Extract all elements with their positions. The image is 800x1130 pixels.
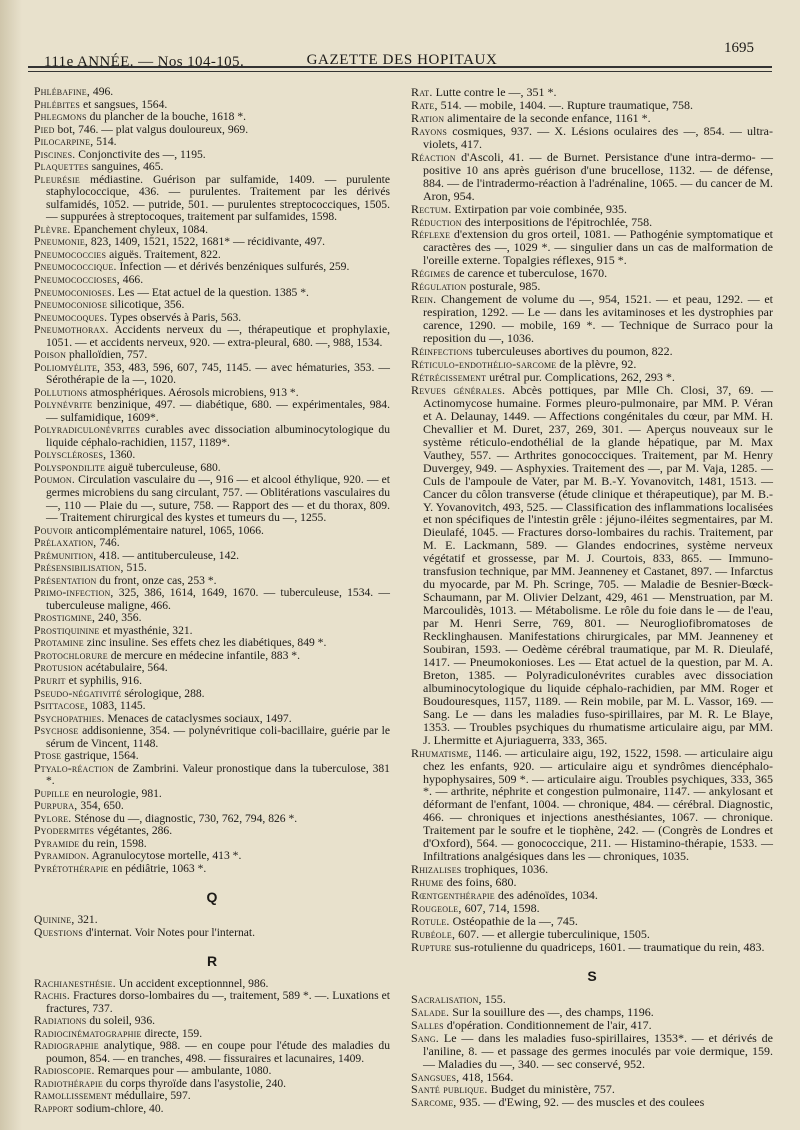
entry-text: analytique, 988. — en coupe pour l'étude des maladies du poumon, 854. — en tranches, 498. — fissuraires et lacunaires, 1409. — [46, 1039, 390, 1065]
entry-keyword: Réinfections — [411, 344, 473, 359]
entry-keyword: Radiations — [34, 1014, 87, 1028]
entry-keyword: Polynévrite — [34, 398, 93, 412]
entry-keyword: Radioscopie. — [34, 1064, 95, 1078]
entry-text: Remarques pour — ambulante, 1080. — [97, 1064, 272, 1078]
index-entry — [411, 1096, 773, 1109]
entry-keyword: Pupille — [34, 786, 70, 800]
entry-text: végétantes, 286. — [97, 824, 173, 838]
entry-text: Abcès pottiques, par Mlle Ch. Closi, 37, 69. — Actinomycose humaine. Formes pleuro-pulmonaire, par MM. P. Véran et A. Delaunay, 1449. — Affections congénitales du cœur, par MM. H. Chevallier et M. Duret, 237, 269, 301. — Aperçus nouveaux sur le système réticulo-endothélial de la glande hépatique, par M. Max Vauthey, 557. — Arthrites gonococciques. Traitement, par M. Henry Duvergey, 949. — Asphyxies. Traitement des —, par M. Vaja, 1285. — Culs de l'ampoule de Vater, par M. B.-Y. Yovanovitch, 1481, 1513. — Cancer du côlon transverse (étude clinique et thérapeutique), par M. B.-Y. Yovanovitch, 493, 525. — Classification des inflammations localisées et non spécifiques de l'intestin grêle : jéjuno-iléites segmentaires, par M. Dieulafé, 1045. — Fractures dorso-lombaires du rachis. Traitement, par M. E. Lackmann, 589. — Glandes endocrines, système nerveux végétatif et grossesse, par M. J. Courtois, 833, 865. — Immuno-transfusion technique, par MM. Jeanneney et Castanet, 897. — Infarctus du myocarde, par M. Ph. Scringe, 705. — Maladie de Besnier-Bœck-Schaumann, par M. Olivier Delzant, 429, 461 — Menstruation, par M. Marcoulidès, 1013. — Métabolisme. Le rôle du foie dans le — de l'eau, par M. Henri Serre, 769, 801. — Neurogliofibromatoses de Recklinghausen. Manifestations chirurgicales, par MM. Jeanneney et Soubiran, 1593. — Oedème cérébral traumatique, par M. R. Dieulafé, 1417. — Pneumokonioses. Les — Etat actuel de la question, par M. A. Breton, 1385. — Polyradiculonévrites curables avec dissociation albuminocytologique du liquide céphalo-rachidien, par MM. Roger et Boudouresques, 1157, 1189. — Rein mobile, par M. L. Vassor, 169. — Sang. Le — dans les maladies fuso-spirillaires, par M. R. Le Blaye, 1353. — Troubles psychiques du rhumatisme articulaire aigu, par MM. J. Lhermitte et Ajuriaguerra, 333, 365. — [423, 382, 773, 747]
entry-keyword: Rat. — [411, 85, 433, 99]
index-entry — [34, 927, 390, 940]
entry-text: médiastine. Guérison par sulfamide, 1409. — purulente staphylococcique, 436. — purulentes. Traitement par les dérivés sulfamidés, 1052. — putride, 501. — purulentes streptococciques, 1505. — suppurées à streptocoques, traitement par sulfamides, 1598. — [46, 172, 390, 224]
entry-text: sérologique, 288. — [124, 686, 205, 700]
entry-text: 515. — [126, 561, 147, 575]
index-entry — [34, 399, 390, 424]
entry-keyword: Piscines. — [34, 147, 76, 161]
entry-keyword: Présentation — [34, 573, 97, 587]
entry-keyword: Pied — [34, 122, 55, 136]
entry-keyword: Purpura, — [34, 799, 78, 813]
entry-keyword: Ptose — [34, 749, 62, 763]
entry-keyword: Quinine, — [34, 913, 75, 926]
entry-text: cosmiques, 937. — X. Lésions oculaires des —, 854. — ultra-violets, 417. — [423, 123, 774, 151]
entry-text: Types observés à Paris, 563. — [110, 310, 242, 324]
index-entry — [411, 1032, 773, 1071]
entry-text: Fractures dorso-lombaires du —, traitement, 589 *. —. Luxations et fractures, 737. — [46, 989, 390, 1015]
entry-keyword: Sangsues, — [411, 1069, 460, 1084]
entry-keyword: Pyramidon. — [34, 849, 90, 863]
entry-text: médullaire, 597. — [115, 1089, 191, 1103]
entry-text: Le — dans les maladies fuso-spirillaires, 1353*. — et dérivés de l'aniline, 8. — et passage des germes inoculés par voie dermique, 159. — Maladies du —, 340. — sec conservé, 952. — [423, 1030, 773, 1071]
journal-title: GAZETTE DES HOPITAUX — [306, 52, 498, 68]
entry-text: trophiques, 1036. — [464, 862, 549, 877]
entry-text: Sténose du —, diagnostic, 730, 762, 794, 826 *. — [74, 811, 298, 825]
entry-keyword: Rate, — [411, 97, 438, 112]
index-entry — [34, 587, 390, 612]
entry-text: du plancher de la bouche, 1618 *. — [89, 110, 247, 124]
entry-text: 496. — [92, 85, 114, 98]
page-number: 1695 — [724, 40, 754, 56]
index-entry — [34, 474, 390, 524]
index-entry — [411, 384, 773, 747]
entry-text: du rein, 1598. — [82, 836, 147, 850]
entry-text: de mercure en médecine infantile, 883 *. — [110, 648, 300, 662]
entry-text: Conjonctivite des —, 1195. — [78, 147, 206, 161]
entry-keyword: Pneumothorax. — [34, 323, 109, 337]
entry-text: Extirpation par voie combinée, 935. — [454, 201, 628, 216]
entry-keyword: Protochlorure — [34, 648, 108, 662]
entry-keyword: Phlegmons — [34, 110, 87, 124]
entry-text: d'extension du gros orteil, 1081. — Pathogénie symptomatique et caractères des —, 1029 *. — singulier dans un cas de malformation de l'oreille externe. Topalgies réflexes, 915 *. — [423, 227, 773, 268]
entry-text: atmosphériques. Aérosols microbiens, 913 *. — [90, 385, 299, 399]
entry-keyword: Pleurésie — [34, 172, 81, 186]
entry-keyword: Salade. — [411, 1004, 450, 1019]
index-entry — [411, 941, 773, 954]
entry-text: 240, 356. — [98, 611, 142, 625]
entry-keyword: Poumon. — [34, 473, 75, 487]
entry-text: et syphilis, 916. — [68, 673, 142, 687]
entry-keyword: Pneumococcioses, — [34, 272, 120, 286]
entry-text: posturale, 985. — [469, 279, 541, 294]
entry-keyword: Pilocarpine, — [34, 135, 94, 149]
index-entry — [411, 125, 773, 151]
entry-keyword: Salles — [411, 1017, 444, 1032]
entry-keyword: Pneumococcies — [34, 247, 107, 261]
entry-text: et sangsues, 1564. — [82, 97, 168, 111]
header-rule-thick — [28, 66, 772, 68]
entry-keyword: Pollutions — [34, 385, 88, 399]
entry-text: silicotique, 356. — [109, 298, 185, 312]
entry-text: des adénoïdes, 1034. — [497, 888, 598, 903]
entry-keyword: Prurit — [34, 673, 66, 687]
entry-text: d'Ascoli, 41. — de Burnet. Persistance d'une intra-dermo- — positive 10 ans après guérison d'une brucellose, 1132. — de défense, 884. — de l'intradermo-réaction à l'adrénaline, 1065. — du cancer de M. Aron, 954. — [423, 149, 774, 203]
entry-text: tuberculeuses abortives du poumon, 822. — [475, 344, 673, 359]
entry-keyword: Pneumoconioses. — [34, 285, 115, 299]
entry-text: 514. — mobile, 1404. —. Rupture traumatique, 758. — [440, 97, 693, 112]
entry-text: 746. — [99, 536, 120, 550]
entry-keyword: Poliomyélite, — [34, 360, 101, 374]
entry-text: acétabulaire, 564. — [85, 661, 168, 675]
entry-keyword: Rayons — [411, 123, 448, 138]
entry-text: 325, 386, 1614, 1649, 1670. — tuberculeuse, 1534. — tuberculeuse maligne, 466. — [46, 586, 391, 612]
entry-text: addisonienne, 354. — polynévritique coli-bacillaire, guérie par le sérum de Vincent, 1148. — [46, 724, 390, 750]
entry-keyword: Rétrécissement — [411, 369, 487, 384]
entry-text: en pédiâtrie, 1063 *. — [111, 861, 207, 875]
index-column-right — [411, 86, 773, 1116]
entry-keyword: Ptyalo-réaction — [34, 761, 114, 775]
entry-text: 1083, 1145. — [90, 699, 146, 713]
section-letter: S — [587, 967, 597, 984]
entry-text: phalloïdien, 757. — [69, 348, 148, 362]
entry-keyword: Rotule. — [411, 914, 450, 928]
entry-text: bot, 746. — plat valgus douloureux, 969. — [57, 122, 249, 136]
entry-keyword: Réaction — [411, 149, 456, 164]
entry-keyword: Phlébafine, — [34, 85, 90, 98]
entry-text: aiguës. Traitement, 822. — [109, 247, 221, 261]
entry-keyword: Réticulo-endothélio-sarcome — [411, 357, 557, 372]
entry-keyword: Réflexe — [411, 227, 451, 242]
entry-text: de la plèvre, 92. — [559, 357, 637, 372]
entry-keyword: Rubéole, — [411, 926, 456, 941]
entry-text: de carence et tuberculose, 1670. — [453, 266, 608, 281]
entry-text: Circulation vasculaire du —, 916 — et alcool éthylique, 920. — et germes microbiens du sang circulant, 757. — Oblitérations vasculaires du —, 110 — Plaie du —, suture, 758. — Rapport des — et du thorax, 809. — Traitement chirurgical des kystes et tumeurs du —, 1255. — [46, 473, 390, 525]
entry-keyword: Pseudo-négativité — [34, 686, 122, 700]
entry-keyword: Pneumoconiose — [34, 298, 108, 312]
entry-text: 321. — [77, 913, 98, 926]
index-entry — [34, 174, 390, 224]
entry-text: 514. — [96, 135, 117, 149]
entry-text: 353, 483, 596, 607, 745, 1145. — avec hématuries, 353. — Sérothérapie de la —, 1020. — [46, 360, 390, 387]
entry-keyword: Plèvre. — [34, 222, 71, 236]
entry-text: d'opération. Conditionnement de l'air, 417. — [446, 1017, 652, 1032]
entry-keyword: Réduction — [411, 214, 462, 229]
index-entry — [411, 293, 773, 345]
entry-text: anticomplémentaire naturel, 1065, 1066. — [75, 523, 264, 537]
entry-text: sodium-chlore, 40. — [76, 1101, 164, 1115]
entry-text: Agranulocytose mortelle, 413 *. — [91, 849, 242, 863]
entry-keyword: Ramollissement — [34, 1089, 113, 1103]
entry-keyword: Rapport — [34, 1101, 74, 1115]
entry-keyword: Rachis. — [34, 989, 71, 1003]
page-fold-shadow — [0, 0, 22, 1130]
entry-keyword: Pouvoir — [34, 523, 73, 537]
entry-keyword: Protusion — [34, 661, 83, 675]
entry-keyword: Rachianesthésie. — [34, 976, 116, 990]
entry-keyword: Psychopathies. — [34, 711, 105, 725]
entry-text: 1146. — articulaire aigu, 192, 1522, 1598. — articulaire aigu chez les enfants, 920. — articulaire aigu et syndrômes diencéphalo-hypophysaires, 509 *. — articulaire aigu. Troubles psychiques, 333, 365 *. — arthrite, néphrite et congestion pulmonaire, 1147. — ankylosant et déformant de l'enfant, 1004. — chronique, 484. — cérébral. Diagnostic, 466. — chroniques et injections anesthésiantes, 1067. — chronique. Traitement par le soufre et le tiophène, 242. — (Congrès de Londres et d'Oxford), 564. — gonococcique, 211. — Histamino-thérapie, 1533. — Infiltrations analgésiques dans les — chroniques, 1035. — [423, 745, 774, 864]
entry-text: 935. — d'Ewing, 92. — des muscles et des coulees — [459, 1095, 705, 1110]
index-entry — [34, 424, 390, 449]
entry-keyword: Rectum. — [411, 201, 452, 216]
entry-text: de Zambrini. Valeur pronostique dans la tuberculose, 381 *. — [46, 761, 390, 788]
entry-keyword: Pneumocoques. — [34, 310, 108, 324]
index-entry — [411, 151, 773, 203]
entry-text: Lutte contre le —, 351 *. — [435, 85, 557, 99]
entry-keyword: Régimes — [411, 266, 451, 281]
index-entry — [34, 725, 390, 750]
index-entry — [34, 990, 390, 1015]
entry-text: urétral pur. Complications, 262, 293 *. — [489, 369, 675, 384]
entry-keyword: Rupture — [411, 939, 452, 954]
entry-text: du front, onze cas, 253 *. — [99, 573, 217, 587]
entry-keyword: Rein. — [411, 292, 437, 307]
entry-keyword: Prélaxation, — [34, 536, 97, 550]
index-entry — [411, 747, 773, 864]
index-column-left — [34, 86, 390, 1116]
entry-text: en neurologie, 981. — [72, 786, 162, 800]
entry-text: directe, 159. — [144, 1026, 203, 1040]
entry-keyword: Pyramide — [34, 836, 80, 850]
entry-text: du corps thyroïde dans l'asystolie, 240. — [105, 1076, 287, 1090]
entry-keyword: Primo-infection, — [34, 586, 114, 600]
entry-keyword: Rhumatisme, — [411, 745, 472, 760]
entry-keyword: Prostiquinine — [34, 623, 100, 637]
entry-text: gastrique, 1564. — [64, 749, 139, 763]
entry-text: 1360. — [109, 448, 136, 462]
entry-text: Sur la souillure des —, des champs, 1196. — [452, 1004, 654, 1019]
entry-text: du soleil, 936. — [89, 1014, 156, 1028]
entry-keyword: Pyrétothérapie — [34, 861, 109, 875]
entry-keyword: Santé publique. — [411, 1082, 488, 1097]
entry-keyword: Plaquettes — [34, 160, 89, 174]
entry-keyword: Pneumonie, — [34, 235, 89, 249]
entry-keyword: Prémunition, — [34, 548, 97, 562]
entry-text: sanguines, 465. — [91, 160, 164, 174]
entry-keyword: Prostigmine, — [34, 611, 96, 625]
index-entry — [411, 228, 773, 267]
entry-keyword: Ration — [411, 110, 445, 125]
entry-text: 354, 650. — [80, 799, 124, 813]
entry-text: des foins, 680. — [446, 875, 517, 890]
entry-keyword: Phlébites — [34, 97, 81, 111]
entry-keyword: Régulation — [411, 279, 467, 294]
entry-text: Accidents nerveux du —, thérapeutique et prophylaxie, 1051. — et accidents nerveux, 920. — extra-pleural, 680. —, 988, 1534. — [46, 323, 390, 349]
entry-text: Budget du ministère, 757. — [490, 1082, 615, 1097]
entry-text: curables avec dissociation albuminocytologique du liquide céphalo-rachidien, 1157, 1189*. — [46, 423, 390, 449]
entry-text: aiguë tuberculeuse, 680. — [108, 460, 221, 474]
entry-keyword: Psittacose, — [34, 699, 89, 713]
entry-keyword: Polyspondilite — [34, 460, 106, 474]
entry-text: 607. — et allergie tuberculinique, 1505. — [458, 926, 650, 941]
index-entry — [34, 1040, 390, 1065]
entry-text: 466. — [122, 272, 144, 286]
entry-keyword: Polyradiculonévrites — [34, 423, 141, 437]
issue-number: 111e ANNÉE. — Nos 104-105. — [44, 54, 245, 70]
entry-text: Un accident exceptionnnel, 986. — [118, 976, 269, 990]
entry-text: 418, 1564. — [462, 1069, 514, 1084]
section-letter: R — [206, 953, 218, 970]
entry-text: Menaces de cataclysmes sociaux, 1497. — [107, 711, 292, 725]
entry-text: sus-rotulienne du quadriceps, 1601. — traumatique du rein, 483. — [454, 939, 765, 954]
entry-keyword: Psychose — [34, 724, 79, 738]
entry-keyword: Présensibilisation, — [34, 561, 124, 575]
entry-text: 155. — [484, 991, 506, 1006]
entry-keyword: Poison — [34, 348, 67, 362]
index-entry — [34, 362, 390, 387]
section-letter: Q — [206, 889, 218, 906]
entry-keyword: Protamine — [34, 636, 84, 650]
entry-keyword: Pyodermites — [34, 824, 95, 838]
entry-keyword: Questions — [34, 925, 83, 939]
entry-keyword: Rœntgenthérapie — [411, 888, 495, 903]
entry-text: Les — Etat actuel de la question. 1385 *. — [117, 285, 309, 299]
entry-keyword: Rhume — [411, 875, 444, 890]
entry-text: 607, 714, 1598. — [464, 901, 540, 916]
entry-keyword: Radiocinématographie — [34, 1026, 142, 1040]
entry-keyword: Sarcome, — [411, 1095, 457, 1110]
entry-text: et myasthénie, 321. — [102, 623, 193, 637]
entry-text: d'internat. Voir Notes pour l'internat. — [85, 925, 256, 939]
entry-keyword: Radiographie — [34, 1039, 99, 1053]
entry-keyword: Sang. — [411, 1030, 440, 1045]
index-entry — [34, 863, 390, 876]
entry-keyword: Polyscléroses, — [34, 448, 107, 462]
entry-keyword: Sacralisation, — [411, 991, 482, 1006]
entry-keyword: Pylore. — [34, 811, 72, 825]
entry-text: Infection — et dérivés benzéniques sulfurés, 259. — [119, 260, 350, 274]
entry-text: Epanchement chyleux, 1084. — [73, 222, 209, 236]
index-entry — [34, 324, 390, 349]
entry-text: Changement de volume du —, 954, 1521. — et peau, 1292. — et respiration, 1292. — Le — dans les avitaminoses et les dystrophies par carence, 1290. — mobile, 169 *. — Technique de Surraco pour la reposition du —, 1036. — [423, 292, 773, 346]
entry-text: 418. — antituberculeuse, 142. — [99, 548, 240, 562]
header-rule-thin — [28, 71, 772, 72]
entry-keyword: Pneumococcique. — [34, 260, 117, 274]
entry-keyword: Rougeole, — [411, 901, 462, 916]
entry-keyword: Radiothérapie — [34, 1076, 103, 1090]
entry-keyword: Rhizalises — [411, 862, 462, 877]
entry-text: alimentaire de la seconde enfance, 1161 *. — [447, 110, 651, 125]
entry-keyword: Revues générales. — [411, 382, 506, 397]
entry-text: benzinique, 497. — diabétique, 680. — expérimentales, 984. — sulfamidique, 1609*. — [46, 398, 390, 424]
entry-text: des interpositions de l'épitrochlée, 758. — [464, 214, 653, 229]
entry-text: 823, 1409, 1521, 1522, 1681* — récidivante, 497. — [90, 235, 326, 249]
index-entry — [34, 1103, 390, 1116]
entry-text: zinc insuline. Ses effets chez les diabétiques, 849 *. — [86, 636, 327, 650]
index-entry — [34, 763, 390, 788]
entry-text: Ostéopathie de la —, 745. — [452, 914, 578, 928]
